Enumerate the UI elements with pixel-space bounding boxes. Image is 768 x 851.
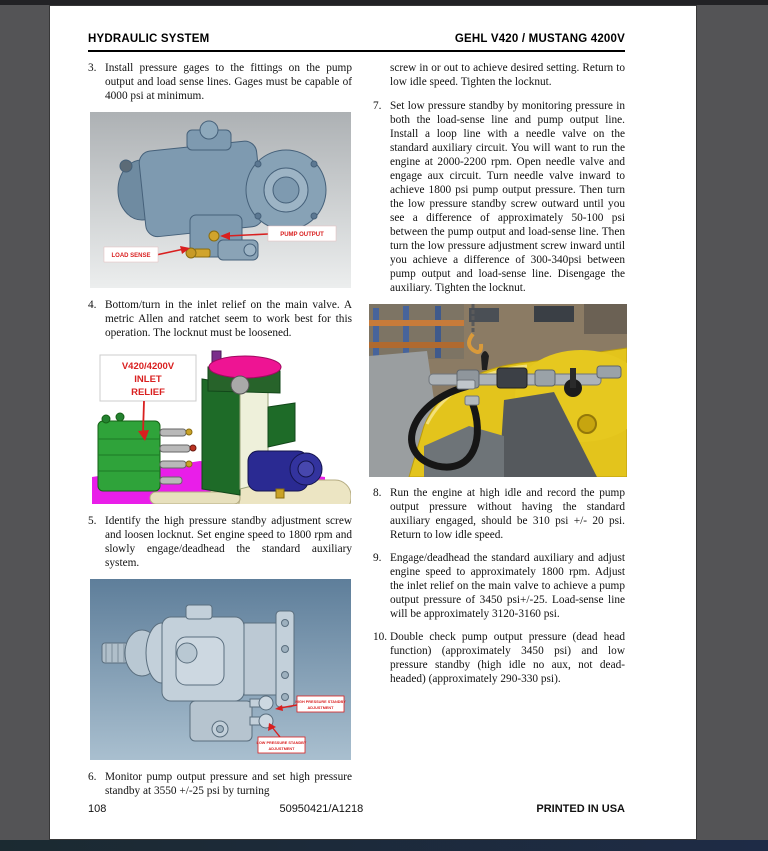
item-text: Double check pump output pressure (dead head function) (approximately 3450 psi) and low pressure standby (high idle no aux, not dead-headed) (approximately 290-330 psi). <box>390 631 625 685</box>
list-item-4 <box>88 298 352 340</box>
item-number: 5. <box>88 515 97 527</box>
printed-in-usa-label: PRINTED IN USA <box>536 803 625 815</box>
header-rule <box>88 50 625 52</box>
pump-output-label: PUMP OUTPUT <box>280 232 324 238</box>
item-number: 4. <box>88 299 97 311</box>
page-number: 108 <box>88 803 107 815</box>
item-text: Identify the high pressure standby adjustment screw and loosen locknut. Set engine speed to 1800 rpm and slowly engage/deadhead the standard auxiliary system. <box>105 515 352 569</box>
list-item-8 <box>373 486 625 542</box>
item-number: 3. <box>88 62 97 74</box>
high-pressure-label-line2: ADJUSTMENT <box>307 706 334 710</box>
standby-adjustment-cad-image <box>90 579 351 760</box>
pump-fittings-cad-image <box>90 112 351 288</box>
inlet-relief-label-line2: INLET <box>134 374 162 385</box>
item-text: Engage/deadhead the standard auxiliary and adjust engine speed to approximately 1800 rpm. Adjust the inlet relief on the main valve to achieve a pump output pressure of 3450 psi+/-25. Load-sense line will be approximately 3120-3160 psi. <box>390 552 625 620</box>
figure-standby-adjustment <box>90 579 352 760</box>
load-sense-label: LOAD SENSE <box>111 253 151 259</box>
inlet-relief-label-line1: V420/4200V <box>121 361 175 372</box>
item-6-continuation: screw in or out to achieve desired setting. Return to low idle speed. Tighten the locknut. <box>390 62 625 88</box>
list-item-6 <box>88 770 352 798</box>
low-pressure-label-line2: ADJUSTMENT <box>268 747 295 751</box>
viewer-bottom-bar <box>0 840 768 851</box>
list-item-7 <box>373 99 625 295</box>
header-section-title: HYDRAULIC SYSTEM <box>88 33 210 45</box>
item-text: Run the engine at high idle and record the pump output pressure without having the standard auxiliary engaged, should be 310 psi +/- 20 psi. Return to low idle speed. <box>390 487 625 541</box>
item-number: 6. <box>88 771 97 783</box>
page-footer <box>88 803 625 815</box>
inlet-relief-label-line3: RELIEF <box>131 387 165 398</box>
viewer-top-edge <box>0 0 768 5</box>
column-right <box>373 61 625 807</box>
item-number: 10. <box>373 631 388 643</box>
document-page <box>50 6 696 839</box>
list-item-10 <box>373 630 625 686</box>
page-header <box>88 33 625 45</box>
low-pressure-label-line1: LOW PRESSURE STANDBY <box>256 741 307 745</box>
item-number: 9. <box>373 552 382 564</box>
item-number: 7. <box>373 100 382 112</box>
list-item-9 <box>373 551 625 621</box>
item-text: Bottom/turn in the inlet relief on the main valve. A metric Allen and ratchet seem to work best for this operation. The locknut must be loosened. <box>105 299 352 339</box>
list-item-3 <box>88 61 352 103</box>
item-number: 8. <box>373 487 382 499</box>
item-text: Set low pressure standby by monitoring pressure in both the load-sense line and pump output line. Install a loop line with a needle valve on the standard auxiliary circuit. You will want to run the engine at 2000-2200 rpm. Open needle valve and engage aux circuit. Turn needle valve inward to achieve 1800 psi pump output pressure. Then turn the low pressure standby screw outward until you see a difference of approximately 50-100 psi between the pump output and load-sense line. Then turn the low pressure adjustment screw inward until you achieve a difference of 300-340psi between pump output and load-sense line. Disengage the auxiliary. Tighten the locknut. <box>390 100 625 294</box>
figure-pump-fittings <box>90 112 352 288</box>
loader-hose-photo <box>369 304 627 477</box>
list-item-5 <box>88 514 352 570</box>
item-text: Install pressure gages to the fittings on the pump output and load sense lines. Gages must be capable of 4000 psi at minimum. <box>105 62 352 102</box>
document-code: 50950421/A1218 <box>279 803 364 815</box>
column-left <box>88 61 352 807</box>
figure-inlet-relief <box>90 349 352 504</box>
high-pressure-label-line1: HIGH PRESSURE STANDBY <box>295 700 346 704</box>
inlet-relief-cad-image <box>90 349 351 504</box>
header-model-title: GEHL V420 / MUSTANG 4200V <box>454 33 625 45</box>
item-text: Monitor pump output pressure and set high pressure standby at 3550 +/-25 psi by turning <box>105 771 352 797</box>
figure-machine-photo <box>369 304 625 477</box>
